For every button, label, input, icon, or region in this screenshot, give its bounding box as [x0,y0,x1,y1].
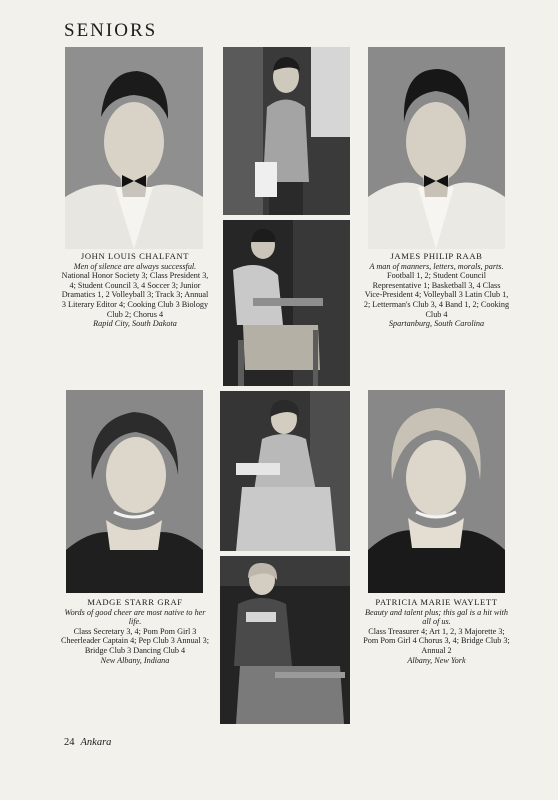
portrait-madge-graf [66,390,203,593]
candid-photo-patricia-seated [220,556,350,724]
candid-photo-madge-writing [220,391,350,551]
senior-name: JAMES PHILIP RAAB [390,251,483,261]
page-number: 24 [64,737,75,748]
candid-photo-john-walking [223,47,350,215]
senior-motto: Words of good cheer are most native to her life. [64,607,206,627]
senior-motto: Men of silence are always successful. [73,261,197,271]
senior-hometown: New Albany, Indiana [100,655,170,665]
candid-photo-james-at-desk [223,220,350,386]
page-footer [64,737,111,748]
senior-hometown: Rapid City, South Dakota [93,319,177,329]
senior-caption-james [363,252,510,329]
portrait-james-raab [368,47,505,249]
senior-hometown: Spartanburg, South Carolina [388,319,485,329]
portrait-john-chalfant [65,47,203,249]
senior-activities: National Honor Society 3; Class President 3, 4; Student Council 3, 4 Soccer 3; Junior Dramatics 1, 2 Volleyball 3; Track 3; Annual 3 Literary Editor 4; Cooking Club 3 Biology Club 2; Chorus 4 [61,271,209,319]
senior-name: JOHN LOUIS CHALFANT [80,251,190,261]
senior-activities: Class Treasurer 4; Art 1, 2, 3 Majorette 3; Pom Pom Girl 4 Chorus 3, 4; Bridge Club 3; Annual 2 [363,626,510,655]
senior-hometown: Albany, New York [407,655,466,665]
senior-caption-patricia [363,598,510,665]
senior-motto: A man of manners, letters, morals, parts. [369,261,504,271]
senior-caption-madge [60,598,210,665]
section-title: SENIORS [64,20,158,41]
senior-name: PATRICIA MARIE WAYLETT [375,597,498,607]
senior-activities: Football 1, 2; Student Council Representative 1; Basketball 3, 4 Class Vice-President 4; Volleyball 3 Latin Club 1, 2; Letterman's Club 3, 4 Band 1, 2; Cooking Club 4 [363,271,510,319]
senior-name: MADGE STARR GRAF [87,597,183,607]
senior-motto: Beauty and talent plus; this gal is a hit with all of us. [364,607,509,627]
yearbook-name: Ankara [80,737,112,748]
senior-caption-john [60,252,210,329]
senior-activities: Class Secretary 3, 4; Pom Pom Girl 3 Cheerleader Captain 4; Pep Club 3 Annual 3; Bridge Club 3 Dancing Club 4 [60,626,210,655]
portrait-patricia-waylett [368,390,505,593]
